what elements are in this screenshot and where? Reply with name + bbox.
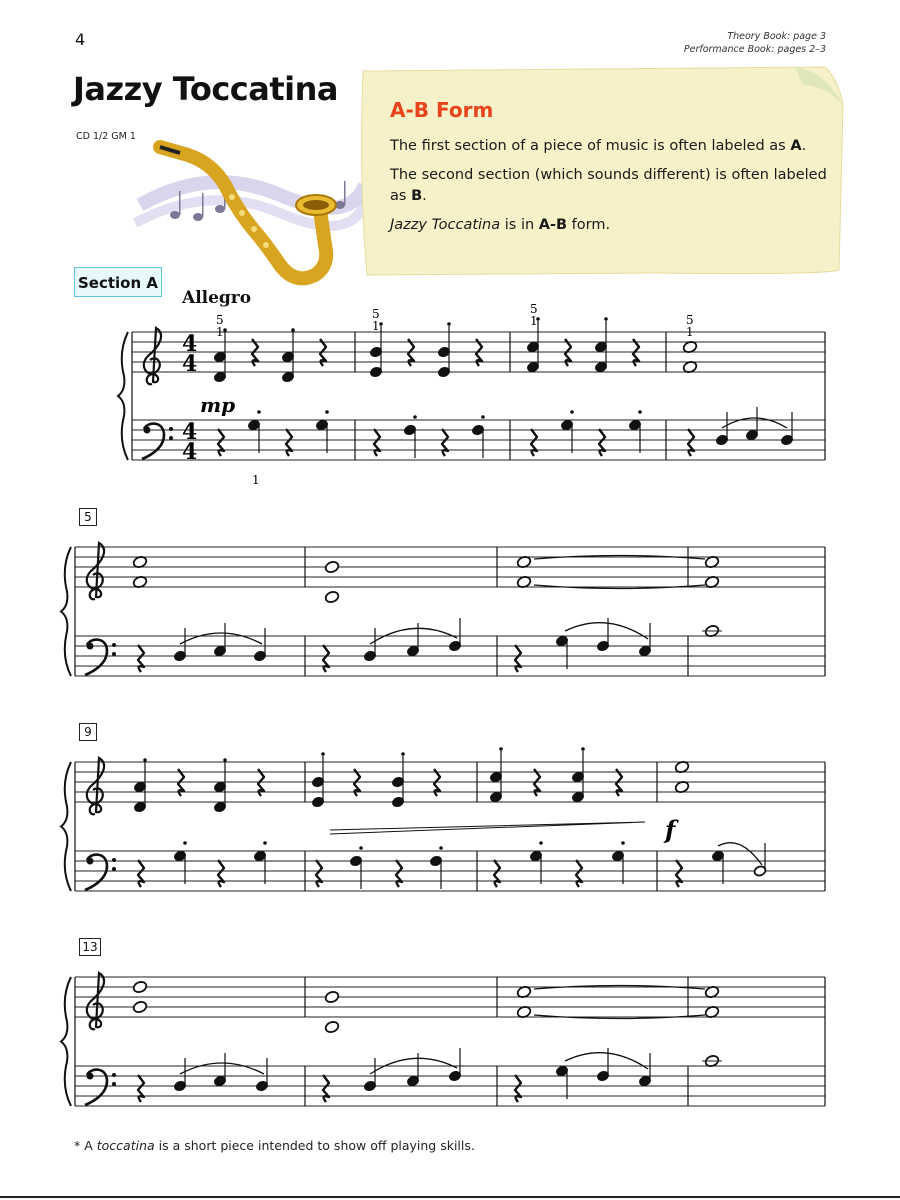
time-signature-treble: 4: [182, 331, 198, 357]
finger-1: 1: [216, 325, 224, 339]
staccato-dot: [263, 841, 267, 845]
quarter-rest: [138, 860, 144, 887]
staccato-dot: [257, 410, 261, 414]
performance-book-ref: Performance Book: pages 2–3: [683, 44, 826, 55]
card-paragraph-3: Jazzy Toccatina is in A-B form.: [390, 217, 611, 233]
measure-number-13: 13: [79, 938, 101, 956]
staccato-dot: [439, 846, 443, 850]
quarter-rest: [316, 860, 322, 887]
quarter-rest: [676, 860, 682, 887]
finger-5: 5: [372, 307, 380, 321]
notehead: [324, 590, 340, 604]
crescendo-hairpin: [330, 822, 645, 834]
quarter-rest: [531, 429, 537, 456]
staccato-dot: [325, 410, 329, 414]
staccato-dot: [570, 410, 574, 414]
bass-clef-dot: [112, 858, 116, 862]
quarter-rest: [494, 860, 500, 887]
dynamic-f: f: [665, 815, 676, 844]
bass-clef-dot: [144, 427, 151, 434]
staccato-dot: [379, 322, 383, 326]
staccato-dot: [621, 841, 625, 845]
quarter-rest: [576, 860, 582, 887]
finger-1: 1: [530, 314, 538, 328]
notehead: [132, 1000, 148, 1014]
staccato-dot: [413, 415, 417, 419]
slur: [180, 633, 262, 644]
quarter-rest: [374, 429, 380, 456]
notehead: [324, 1020, 340, 1034]
tempo-marking: Allegro: [182, 288, 252, 308]
quarter-rest: [286, 429, 292, 456]
card-paragraph-2: The second section (which sounds different) is often labeled as B.: [390, 167, 827, 204]
bass-clef-dot: [87, 1073, 94, 1080]
bass-clef-dot: [112, 652, 116, 656]
theory-book-ref: Theory Book: page 3: [727, 31, 826, 42]
quarter-rest: [599, 429, 605, 456]
finger-5: 5: [686, 313, 694, 327]
slur: [718, 843, 762, 865]
page-number: 4: [75, 30, 86, 49]
quarter-rest: [688, 429, 694, 456]
slur: [180, 1063, 264, 1074]
staccato-dot: [447, 322, 451, 326]
quarter-rest: [323, 645, 329, 672]
footnote: * A toccatina is a short piece intended to show off playing skills.: [74, 1138, 475, 1153]
staccato-dot: [291, 328, 295, 332]
staccato-dot: [223, 758, 227, 762]
time-signature-bass: 4: [182, 419, 198, 445]
treble-clef: [87, 973, 104, 1029]
bass-clef-dot: [112, 1082, 116, 1086]
notehead: [324, 990, 340, 1004]
quarter-rest: [138, 645, 144, 672]
staccato-dot: [481, 415, 485, 419]
staccato-dot: [581, 747, 585, 751]
bass-clef-dot: [169, 427, 173, 431]
grand-staff-brace: [61, 762, 71, 891]
grand-staff-brace: [61, 977, 71, 1106]
quarter-rest: [515, 1075, 521, 1102]
staccato-dot: [638, 410, 642, 414]
staccato-dot: [183, 841, 187, 845]
piece-title: Jazzy Toccatina: [73, 70, 338, 108]
staccato-dot: [539, 841, 543, 845]
staccato-dot: [604, 317, 608, 321]
quarter-rest: [442, 429, 448, 456]
staccato-dot: [499, 747, 503, 751]
page-bottom-rule: [0, 1196, 900, 1198]
quarter-rest: [138, 1075, 144, 1102]
quarter-rest: [396, 860, 402, 887]
score-notation: [61, 317, 825, 1106]
section-a-label: Section A: [74, 267, 162, 297]
notehead: [132, 980, 148, 994]
finger-5: 5: [216, 313, 224, 327]
time-signature-bass: 4: [182, 439, 198, 465]
measure-number-9: 9: [79, 723, 97, 741]
staccato-dot: [321, 752, 325, 756]
staccato-dot: [223, 328, 227, 332]
bass-clef-dot: [112, 1073, 116, 1077]
treble-clef: [87, 543, 104, 599]
treble-clef: [144, 328, 161, 384]
treble-clef: [87, 758, 104, 814]
finger-lh-1: 1: [252, 473, 260, 487]
bass-clef-dot: [112, 643, 116, 647]
measure-number-5: 5: [79, 508, 97, 526]
dynamic-mp: mp: [200, 393, 236, 417]
notehead: [324, 560, 340, 574]
grand-staff-brace: [118, 332, 128, 460]
finger-5: 5: [530, 302, 538, 316]
quarter-rest: [218, 429, 224, 456]
quarter-rest: [218, 860, 224, 887]
finger-1: 1: [686, 325, 694, 339]
finger-1: 1: [372, 319, 380, 333]
slur: [565, 1053, 648, 1069]
time-signature-treble: 4: [182, 351, 198, 377]
bass-clef-dot: [87, 643, 94, 650]
bass-clef-dot: [169, 436, 173, 440]
staccato-dot: [401, 752, 405, 756]
grand-staff-brace: [61, 547, 71, 676]
staccato-dot: [143, 758, 147, 762]
quarter-rest: [323, 1075, 329, 1102]
bass-clef-dot: [87, 858, 94, 865]
quarter-rest: [515, 645, 521, 672]
cd-info: CD 1/2 GM 1: [76, 131, 136, 142]
card-paragraph-1: The first section of a piece of music is often labeled as A.: [390, 138, 807, 154]
card-heading: A-B Form: [390, 98, 494, 122]
staccato-dot: [359, 846, 363, 850]
bass-clef-dot: [112, 867, 116, 871]
